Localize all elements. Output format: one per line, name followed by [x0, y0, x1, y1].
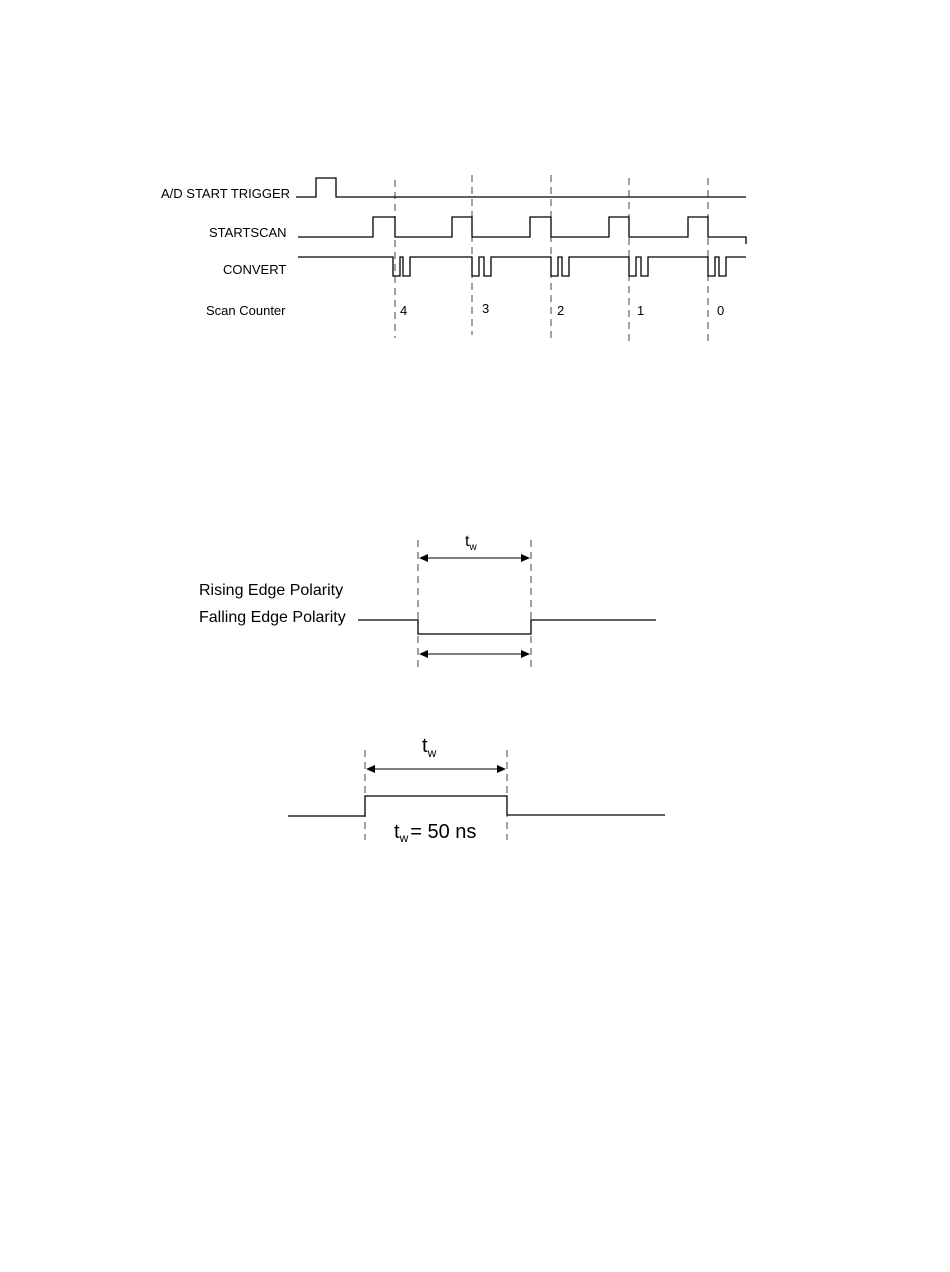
tw-subscript: w: [469, 542, 477, 553]
scan-counter-value: 1: [637, 303, 645, 318]
min-pulse-width-diagram: [288, 735, 665, 845]
falling-edge-polarity-label: Falling Edge Polarity: [199, 609, 346, 626]
scan-timing-diagram: [161, 175, 746, 342]
arrowhead-left-icon: [366, 765, 375, 773]
tw-value: = 50 ns: [410, 821, 477, 843]
arrowhead-left-icon: [419, 650, 428, 658]
signal-label-scan-counter: Scan Counter: [206, 303, 286, 318]
startscan-waveform: [298, 217, 746, 244]
arrowhead-right-icon: [521, 650, 530, 658]
signal-label-startscan: STARTSCAN: [209, 225, 287, 240]
signal-label-trigger: A/D START TRIGGER: [161, 186, 291, 201]
pulse-width-label: [465, 533, 477, 553]
falling-edge-waveform: [358, 620, 656, 634]
scan-counter-value: 2: [557, 303, 565, 318]
scan-counter-value: 0: [717, 303, 725, 318]
arrowhead-right-icon: [521, 554, 530, 562]
pulse-width-value-label: [394, 821, 476, 845]
tw-symbol: t: [394, 821, 400, 843]
polarity-pulse-diagram: [199, 533, 656, 670]
convert-waveform: [298, 257, 746, 276]
signal-label-convert: CONVERT: [223, 262, 287, 277]
tw-symbol: t: [465, 533, 470, 550]
pulse-width-label: [422, 735, 437, 760]
pulse-waveform: [288, 796, 665, 816]
trigger-waveform: [296, 178, 746, 197]
arrowhead-left-icon: [419, 554, 428, 562]
tw-symbol: t: [422, 735, 428, 757]
scan-counter-value: 3: [482, 301, 490, 316]
tw-subscript: w: [399, 831, 409, 845]
rising-edge-polarity-label: Rising Edge Polarity: [199, 582, 344, 599]
tw-subscript: w: [427, 746, 437, 760]
arrowhead-right-icon: [497, 765, 506, 773]
scan-counter-value: 4: [400, 303, 408, 318]
